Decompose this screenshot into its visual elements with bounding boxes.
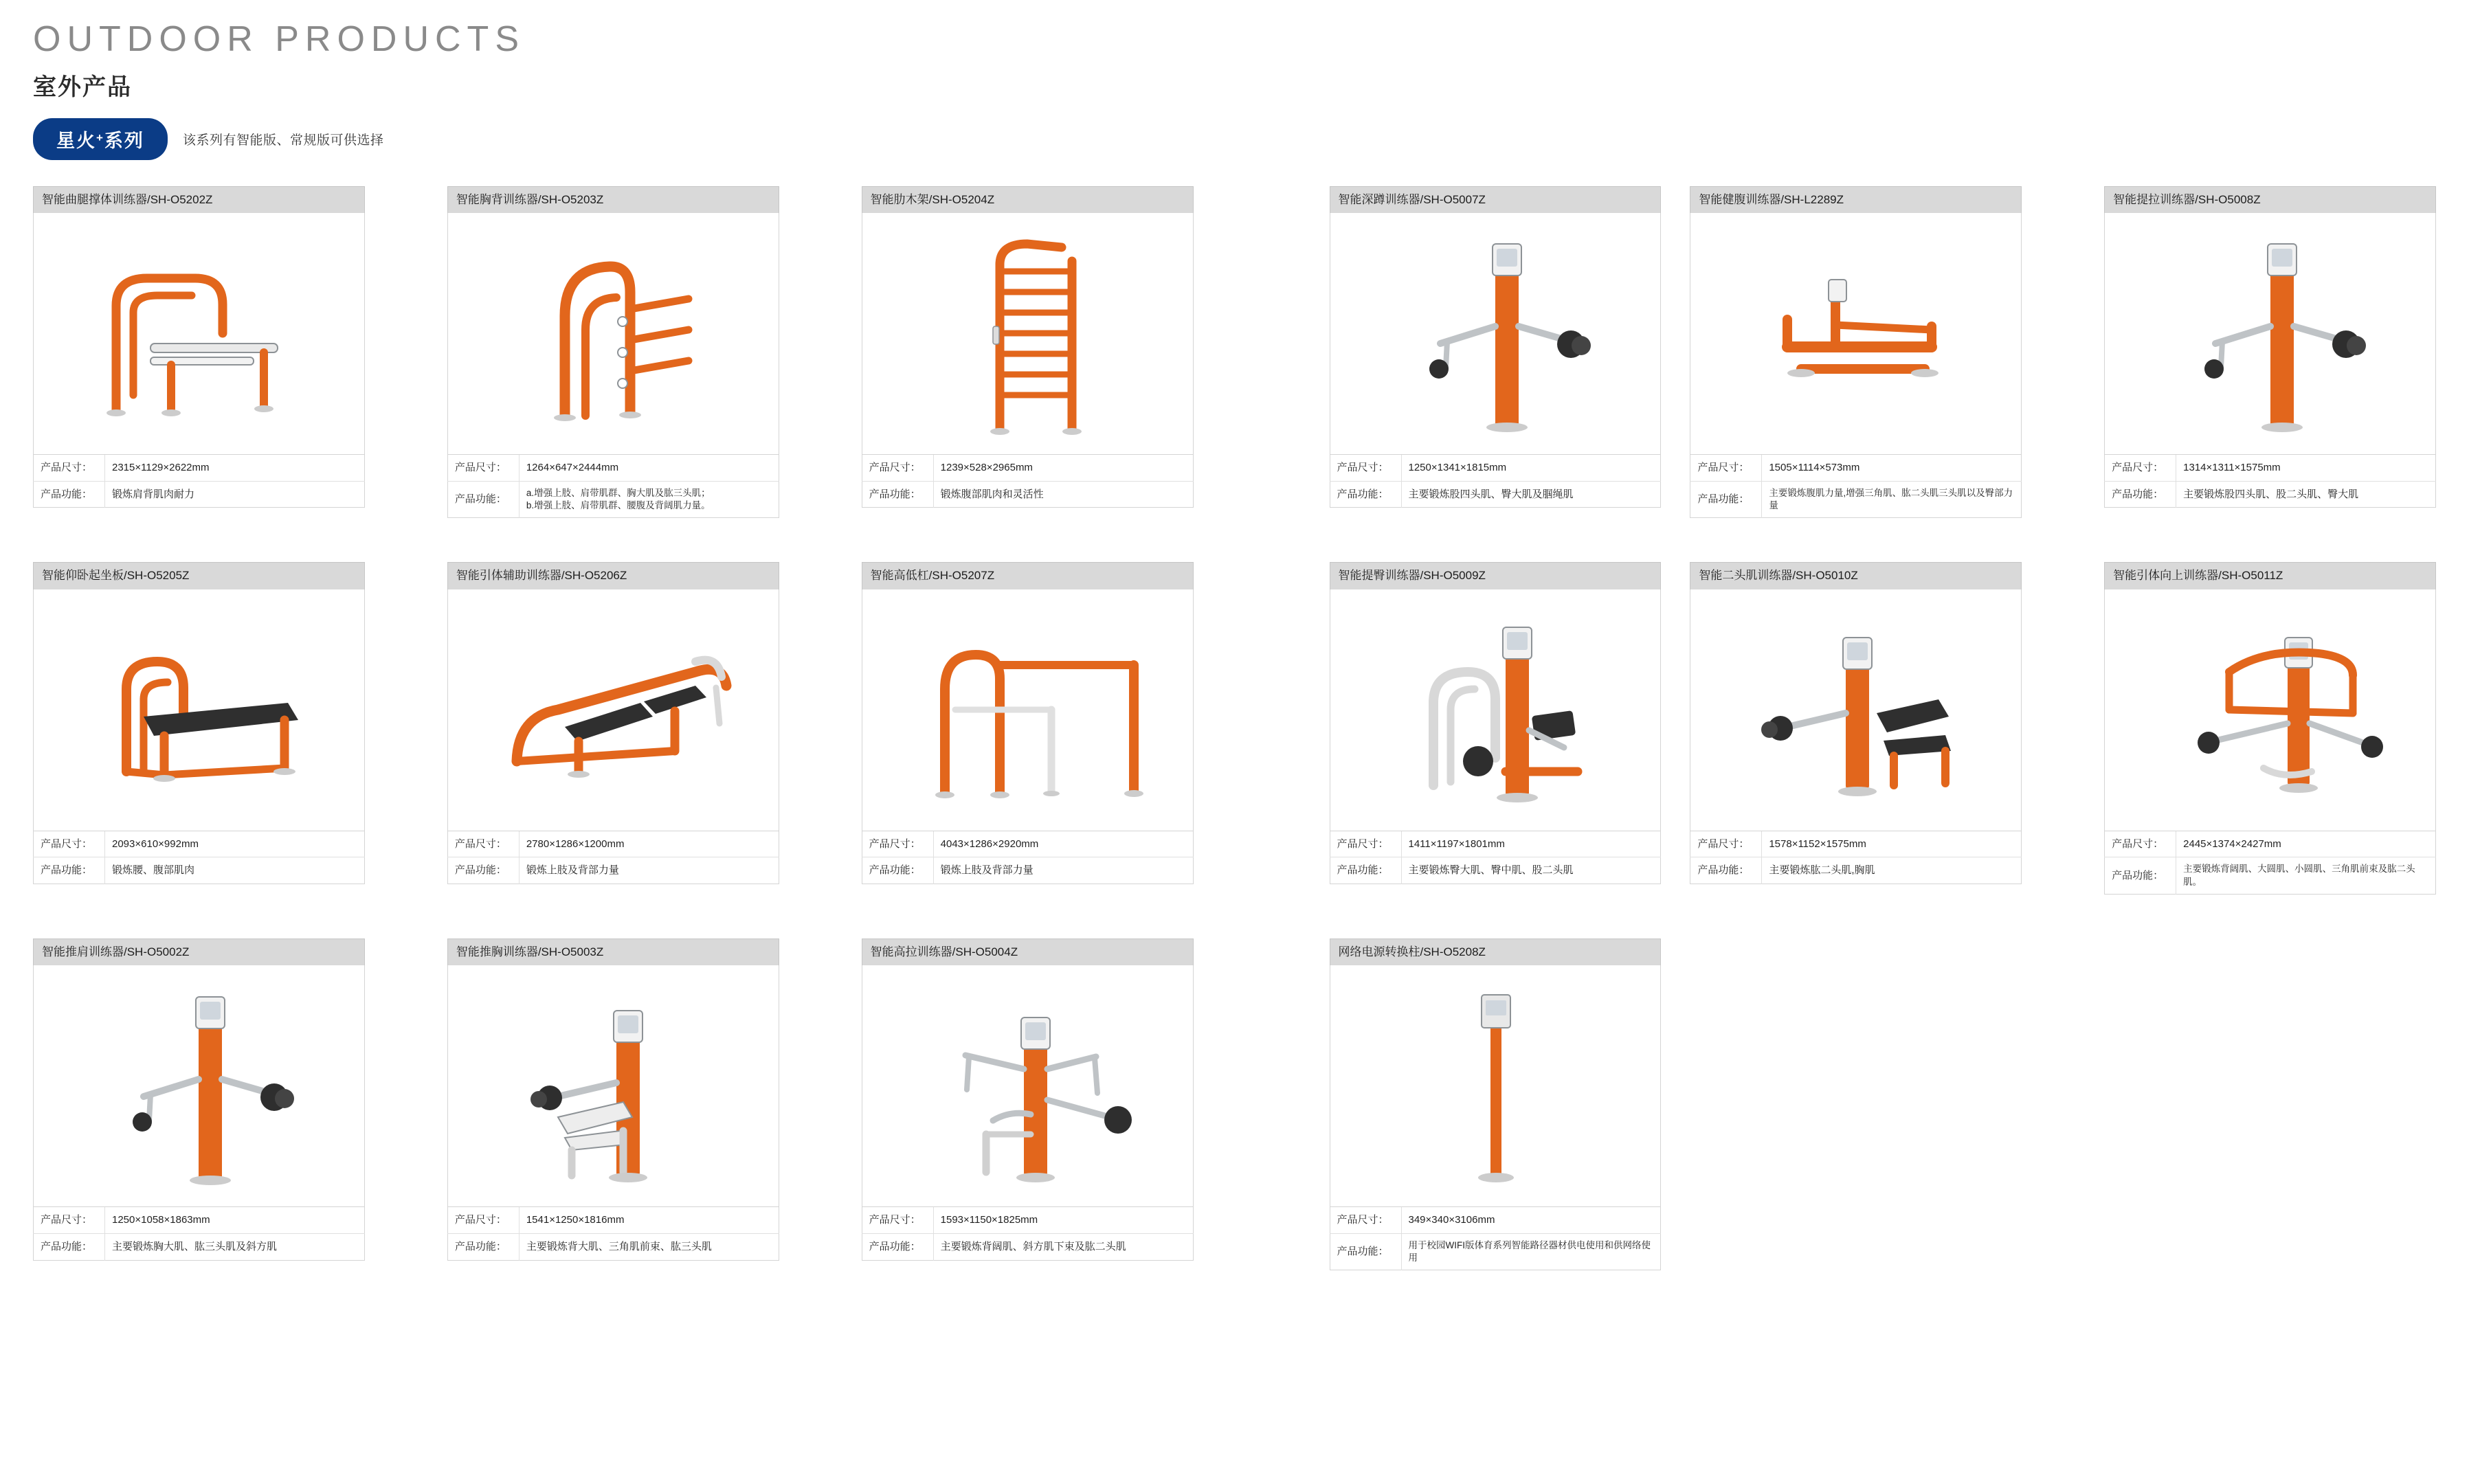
table-row: [1330, 1233, 1661, 1270]
product-title: 智能高低杠/SH-O5207Z: [862, 562, 1194, 589]
spec-size-value: 1505×1114×573mm: [1769, 461, 1860, 473]
product-title: 智能高拉训练器/SH-O5004Z: [862, 938, 1194, 965]
spec-size-value: 1250×1058×1863mm: [112, 1214, 210, 1226]
table-row: [2105, 481, 2436, 508]
product-grid: [0, 186, 2469, 1271]
product-card[interactable]: [862, 186, 1194, 519]
table-row: [1690, 455, 2022, 481]
table-row: [1330, 857, 1661, 884]
chest-press-trainer-icon: [447, 965, 779, 1207]
spec-function-key: 产品功能：: [862, 857, 933, 884]
spec-function-key: 产品功能：: [34, 481, 105, 508]
biceps-trainer-icon: [1690, 589, 2022, 831]
spec-function-key: 产品功能：: [34, 857, 105, 884]
product-title: 智能肋木架/SH-O5204Z: [862, 186, 1194, 213]
product-spec-table: [33, 831, 365, 885]
spec-function-value: 锻炼腹部肌肉和灵活性: [940, 488, 1044, 500]
spec-size-value: 1250×1341×1815mm: [1408, 461, 1507, 473]
table-row: [34, 857, 365, 884]
spec-function-key: 产品功能：: [1690, 481, 1762, 517]
spec-size-key: 产品尺寸：: [862, 455, 933, 481]
series-badge: [33, 118, 168, 160]
spec-size-key: 产品尺寸：: [2105, 831, 2176, 857]
hip-thrust-trainer-icon: [1330, 589, 1662, 831]
spec-size-value: 1593×1150×1825mm: [940, 1214, 1038, 1226]
table-row: [1330, 831, 1661, 857]
spec-function-value: 主要锻炼肱二头肌,胸肌: [1769, 864, 1875, 877]
series-badge-tail: 系列: [104, 130, 144, 151]
spec-size-value: 1411×1197×1801mm: [1408, 837, 1505, 850]
series-note: 该系列有智能版、常规版可供选择: [182, 133, 384, 148]
product-card[interactable]: [33, 562, 365, 895]
table-row: [34, 481, 365, 508]
product-card[interactable]: [1330, 186, 1662, 519]
sit-up-bench-icon: [33, 589, 365, 831]
product-spec-table: [2104, 455, 2436, 508]
table-row: [862, 1207, 1193, 1233]
product-card[interactable]: [447, 562, 779, 895]
spec-function-key: 产品功能：: [447, 481, 519, 517]
spec-function-value: 主要锻炼背阔肌、大圆肌、小圆肌、三角肌前束及肱二头肌。: [2183, 864, 2415, 887]
product-card[interactable]: [2104, 186, 2436, 519]
product-spec-table: [1330, 831, 1662, 885]
product-title: 智能推胸训练器/SH-O5003Z: [447, 938, 779, 965]
table-row: [447, 1233, 779, 1260]
product-title: 智能胸背训练器/SH-O5203Z: [447, 186, 779, 213]
spec-function-value: 锻炼上肢及背部力量: [940, 864, 1034, 877]
table-row: [1330, 481, 1661, 508]
product-card[interactable]: [1330, 562, 1662, 895]
table-row: [1690, 481, 2022, 517]
table-row: [2105, 455, 2436, 481]
chest-back-trainer-icon: [447, 213, 779, 455]
spec-size-key: 产品尺寸：: [862, 1207, 933, 1233]
table-row: [447, 1207, 779, 1233]
product-title: 智能提拉训练器/SH-O5008Z: [2104, 186, 2436, 213]
spec-function-key: 产品功能：: [862, 1233, 933, 1260]
table-row: [34, 1207, 365, 1233]
spec-size-value: 1264×647×2444mm: [526, 461, 619, 473]
product-card[interactable]: [1690, 186, 2022, 519]
table-row: [862, 455, 1193, 481]
product-spec-table: [447, 455, 779, 518]
series-badge-sup: +: [96, 131, 104, 144]
product-title: 智能引体向上训练器/SH-O5011Z: [2104, 562, 2436, 589]
wall-bars-icon: [862, 213, 1194, 455]
spec-function-value: 锻炼上肢及背部力量: [526, 864, 619, 877]
table-row: [34, 831, 365, 857]
table-row: [1330, 1207, 1661, 1233]
product-spec-table: [33, 1207, 365, 1261]
product-card[interactable]: [2104, 562, 2436, 895]
spec-size-key: 产品尺寸：: [447, 831, 519, 857]
table-row: [447, 831, 779, 857]
spec-function-value: 主要锻炼股四头肌、股二头肌、臀大肌: [2183, 488, 2359, 500]
product-title: 智能深蹲训练器/SH-O5007Z: [1330, 186, 1662, 213]
spec-size-key: 产品尺寸：: [1330, 1207, 1401, 1233]
spec-size-key: 产品尺寸：: [1330, 831, 1401, 857]
spec-size-key: 产品尺寸：: [1690, 455, 1762, 481]
spec-function-key: 产品功能：: [1330, 1233, 1401, 1270]
product-title: 智能二头肌训练器/SH-O5010Z: [1690, 562, 2022, 589]
spec-size-key: 产品尺寸：: [447, 1207, 519, 1233]
table-row: [447, 481, 779, 517]
spec-size-value: 2093×610×992mm: [112, 837, 199, 850]
spec-function-value: 主要锻炼股四头肌、臀大肌及腘绳肌: [1408, 488, 1574, 500]
spec-size-key: 产品尺寸：: [1690, 831, 1762, 857]
spec-function-value: 锻炼肩背肌肉耐力: [112, 488, 195, 500]
spec-function-key: 产品功能：: [2105, 857, 2176, 894]
table-row: [1690, 831, 2022, 857]
series-row: [33, 118, 2469, 160]
product-spec-table: [1690, 455, 2022, 518]
product-title: 智能曲腿撑体训练器/SH-O5202Z: [33, 186, 365, 213]
spec-function-value: 用于校园WIFI版体育系列智能路径器材供电使用和供网络使用: [1408, 1239, 1651, 1263]
product-spec-table: [2104, 831, 2436, 895]
table-row: [2105, 857, 2436, 894]
spec-size-value: 2315×1129×2622mm: [112, 461, 210, 473]
spec-function-key: 产品功能：: [1330, 481, 1401, 508]
spec-size-key: 产品尺寸：: [2105, 455, 2176, 481]
spec-function-value: 主要锻炼背阔肌、斜方肌下束及肱二头肌: [940, 1240, 1126, 1252]
product-spec-table: [1330, 1207, 1662, 1270]
spec-function-value: 锻炼腰、腹部肌肉: [112, 864, 195, 877]
spec-size-value: 2445×1374×2427mm: [2183, 837, 2281, 850]
spec-function-value: 主要锻炼腹肌力量,增强三角肌、肱二头肌三头肌以及臀部力量: [1769, 487, 2013, 510]
product-title: 智能仰卧起坐板/SH-O5205Z: [33, 562, 365, 589]
spec-size-key: 产品尺寸：: [862, 831, 933, 857]
squat-trainer-icon: [1330, 213, 1662, 455]
leg-curl-equipment-icon: [33, 213, 365, 455]
product-spec-table: [33, 455, 365, 508]
product-spec-table: [862, 455, 1194, 508]
spec-size-value: 1314×1311×1575mm: [2183, 461, 2281, 473]
spec-function-key: 产品功能：: [447, 857, 519, 884]
spec-function-key: 产品功能：: [1690, 857, 1762, 884]
page-title-chinese: 室外产品: [33, 74, 132, 100]
ab-trainer-icon: [1690, 213, 2022, 455]
spec-function-key: 产品功能：: [862, 481, 933, 508]
product-title: 智能健腹训练器/SH-L2289Z: [1690, 186, 2022, 213]
table-row: [447, 455, 779, 481]
table-row: [862, 1233, 1193, 1260]
page-title-english: OUTDOOR PRODUCTS: [33, 19, 525, 59]
spec-function-value: 主要锻炼背大肌、三角肌前束、肱三头肌: [526, 1240, 712, 1252]
product-card[interactable]: [1690, 562, 2022, 895]
product-spec-table: [862, 1207, 1194, 1261]
table-row: [34, 1233, 365, 1260]
table-row: [862, 831, 1193, 857]
spec-size-value: 1578×1152×1575mm: [1769, 837, 1866, 850]
spec-function-key: 产品功能：: [447, 1233, 519, 1260]
product-title: 智能推肩训练器/SH-O5002Z: [33, 938, 365, 965]
spec-size-key: 产品尺寸：: [34, 455, 105, 481]
pull-up-assist-icon: [447, 589, 779, 831]
spec-size-key: 产品尺寸：: [34, 1207, 105, 1233]
page-header: [0, 0, 2469, 160]
product-card[interactable]: [33, 938, 365, 1271]
lat-pulldown-trainer-icon: [862, 965, 1194, 1207]
spec-size-key: 产品尺寸：: [34, 831, 105, 857]
pull-trainer-icon: [2104, 213, 2436, 455]
spec-size-value: 2780×1286×1200mm: [526, 837, 625, 850]
table-row: [862, 857, 1193, 884]
spec-size-value: 1239×528×2965mm: [940, 461, 1033, 473]
product-title: 智能引体辅助训练器/SH-O5206Z: [447, 562, 779, 589]
table-row: [2105, 831, 2436, 857]
product-title: 网络电源转换柱/SH-O5208Z: [1330, 938, 1662, 965]
product-spec-table: [862, 831, 1194, 885]
table-row: [447, 857, 779, 884]
spec-function-value: 主要锻炼胸大肌、肱三头肌及斜方肌: [112, 1240, 278, 1252]
product-spec-table: [447, 1207, 779, 1261]
product-card[interactable]: [447, 186, 779, 519]
spec-size-value: 4043×1286×2920mm: [940, 837, 1039, 850]
product-card[interactable]: [862, 938, 1194, 1271]
product-spec-table: [1330, 455, 1662, 508]
product-title: 智能提臀训练器/SH-O5009Z: [1330, 562, 1662, 589]
series-badge-main: 星火: [56, 130, 96, 151]
uneven-bars-icon: [862, 589, 1194, 831]
table-row: [862, 481, 1193, 508]
spec-function-value: 主要锻炼臀大肌、臀中肌、股二头肌: [1408, 864, 1574, 877]
table-row: [1690, 857, 2022, 884]
product-card[interactable]: [33, 186, 365, 519]
product-card[interactable]: [1330, 938, 1662, 1271]
spec-function-key: 产品功能：: [2105, 481, 2176, 508]
product-card[interactable]: [447, 938, 779, 1271]
spec-size-key: 产品尺寸：: [447, 455, 519, 481]
table-row: [1330, 455, 1661, 481]
pull-up-trainer-icon: [2104, 589, 2436, 831]
power-pole-icon: [1330, 965, 1662, 1207]
spec-function-value: a.增强上肢、肩带肌群、胸大肌及肱三头肌； b.增强上肢、肩带肌群、腰腹及背阔肌力量。: [526, 487, 711, 510]
spec-function-key: 产品功能：: [1330, 857, 1401, 884]
shoulder-press-trainer-icon: [33, 965, 365, 1207]
product-spec-table: [447, 831, 779, 885]
spec-size-value: 1541×1250×1816mm: [526, 1214, 625, 1226]
spec-size-value: 349×340×3106mm: [1408, 1214, 1495, 1226]
spec-size-key: 产品尺寸：: [1330, 455, 1401, 481]
table-row: [34, 455, 365, 481]
product-spec-table: [1690, 831, 2022, 885]
product-card[interactable]: [862, 562, 1194, 895]
spec-function-key: 产品功能：: [34, 1233, 105, 1260]
